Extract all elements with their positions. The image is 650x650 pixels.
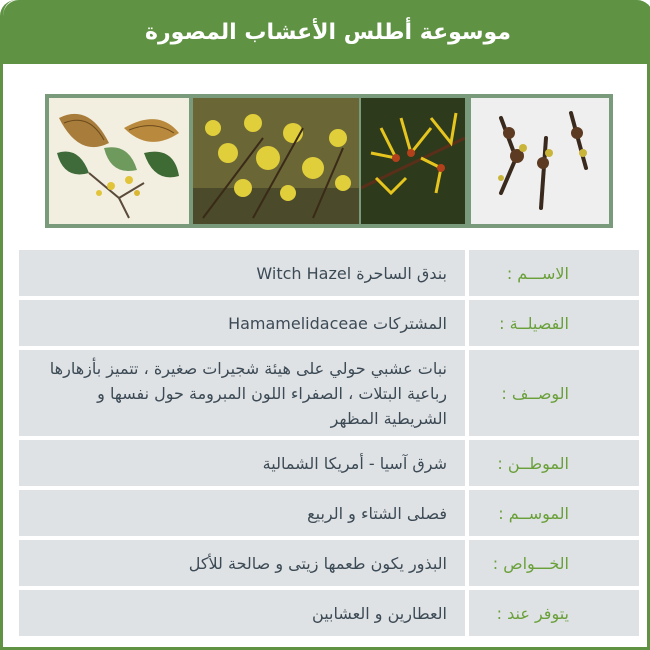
dried-twigs-photo [471,98,609,224]
image-strip [45,94,613,228]
botanical-illustration-image [49,98,189,224]
availability-label: يتوفر عند : [469,590,639,636]
table-row-season [19,490,639,536]
table-row-properties [19,540,639,586]
season-label: الموســم : [469,490,639,536]
table-row-availability [19,590,639,636]
flowering-shrub-photo [193,98,359,224]
table-row-habitat [19,440,639,486]
name-label: الاســـم : [469,250,639,296]
name-value: بندق الساحرة Witch Hazel [19,250,465,296]
description-label: الوصــف : [469,350,639,436]
availability-value: العطارين و العشابين [19,590,465,636]
description-value: نبات عشبي حولي على هيئة شجيرات صغيرة ، تتميز بأزهارها رباعية البتلات ، الصفراء اللون المبرومة حول نفسها و الشريطية المظهر [19,350,465,436]
table-row-family [19,300,639,346]
family-label: الفصيلــة : [469,300,639,346]
habitat-label: الموطــن : [469,440,639,486]
family-value: المشتركات Hamamelidaceae [19,300,465,346]
page-title: موسوعة أطلس الأعشاب المصورة [145,19,511,45]
season-value: فصلى الشتاء و الربيع [19,490,465,536]
properties-value: البذور يكون طعمها زيتى و صالحة للأكل [19,540,465,586]
header-bar [3,0,650,64]
habitat-value: شرق آسيا - أمريكا الشمالية [19,440,465,486]
table-row-description [19,350,639,436]
properties-label: الخـــواص : [469,540,639,586]
flower-closeup-photo [361,98,465,224]
table-row-name [19,250,639,296]
